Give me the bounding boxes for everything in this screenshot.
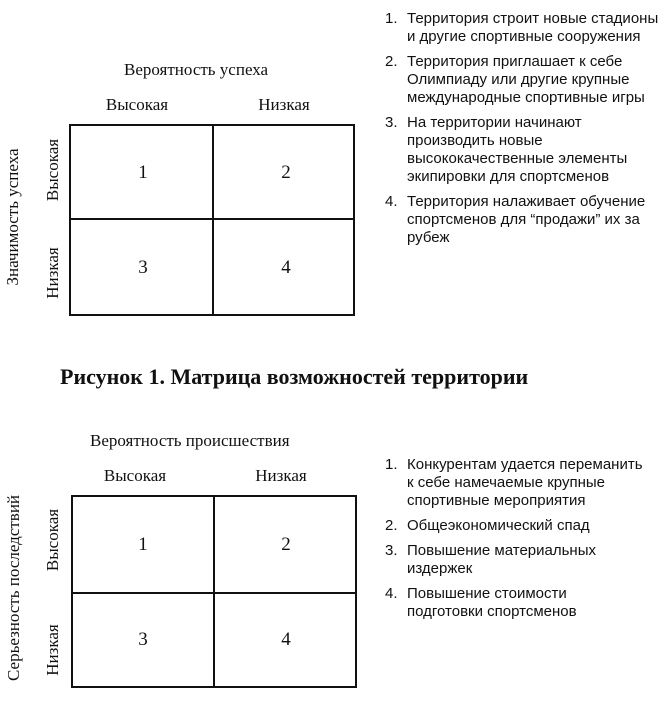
figure1-col-label-high: Высокая [105, 95, 169, 114]
list-item: 1. Конкурентам удается переманить к себе намечаемые крупные спортивные мероприятия [385, 456, 643, 509]
figure2-threat-list [385, 456, 645, 628]
figure2-col-label-high: Высокая [103, 466, 167, 485]
list-item: 1. Территория строит новые стадионы и другие спортивные сооружения [385, 10, 659, 45]
figure2-grid-vline [213, 497, 215, 686]
list-item: 2. Территория приглашает к себе Олимпиаду или другие крупные международные спортивные игры [385, 53, 645, 106]
figure1-y-axis-title: Значимость успеха [3, 148, 22, 286]
figure1-cell-3: 3 [138, 257, 148, 278]
list-item: 4. Повышение стоимости подготовки спортсменов [385, 585, 577, 620]
figure2-row-label-high: Высокая [43, 508, 62, 572]
list-item: 3. Повышение материальных издержек [385, 542, 596, 577]
figure2-x-axis-title: Вероятность происшествия [90, 431, 290, 450]
figure1-opportunity-list [385, 10, 660, 254]
figure2-cell-4: 4 [281, 629, 291, 650]
figure1-grid [69, 124, 355, 316]
list-item: 4. Территория налаживает обучение спортсменов для “продажи” их за рубеж [385, 193, 646, 246]
figure1-cell-2: 2 [281, 162, 291, 183]
figure1-x-axis-title: Вероятность успеха [124, 60, 269, 79]
figure1-cell-1: 1 [138, 162, 148, 183]
figure1-cell-4: 4 [281, 257, 291, 278]
figure1-grid-vline [212, 126, 214, 314]
list-item: 3. На территории начинают производить новые высококачественные элементы экипировки для спортсменов [385, 114, 628, 185]
figure1-row-label-high: Высокая [43, 138, 62, 202]
figure2-grid [71, 495, 357, 688]
figure1-col-label-low: Низкая [258, 95, 310, 114]
figure2-cell-2: 2 [281, 534, 291, 555]
figure1-caption: Рисунок 1. Матрица возможностей территории [60, 364, 529, 389]
list-item: 2. Общеэкономический спад [385, 517, 590, 534]
figure2-row-label-low: Низкая [43, 624, 62, 676]
figure2-col-label-low: Низкая [255, 466, 307, 485]
figure2-cell-3: 3 [138, 629, 148, 650]
figure1-row-label-low: Низкая [43, 247, 62, 299]
figure2-cell-1: 1 [138, 534, 148, 555]
figure2-y-axis-title: Серьезность последствий [4, 494, 23, 682]
